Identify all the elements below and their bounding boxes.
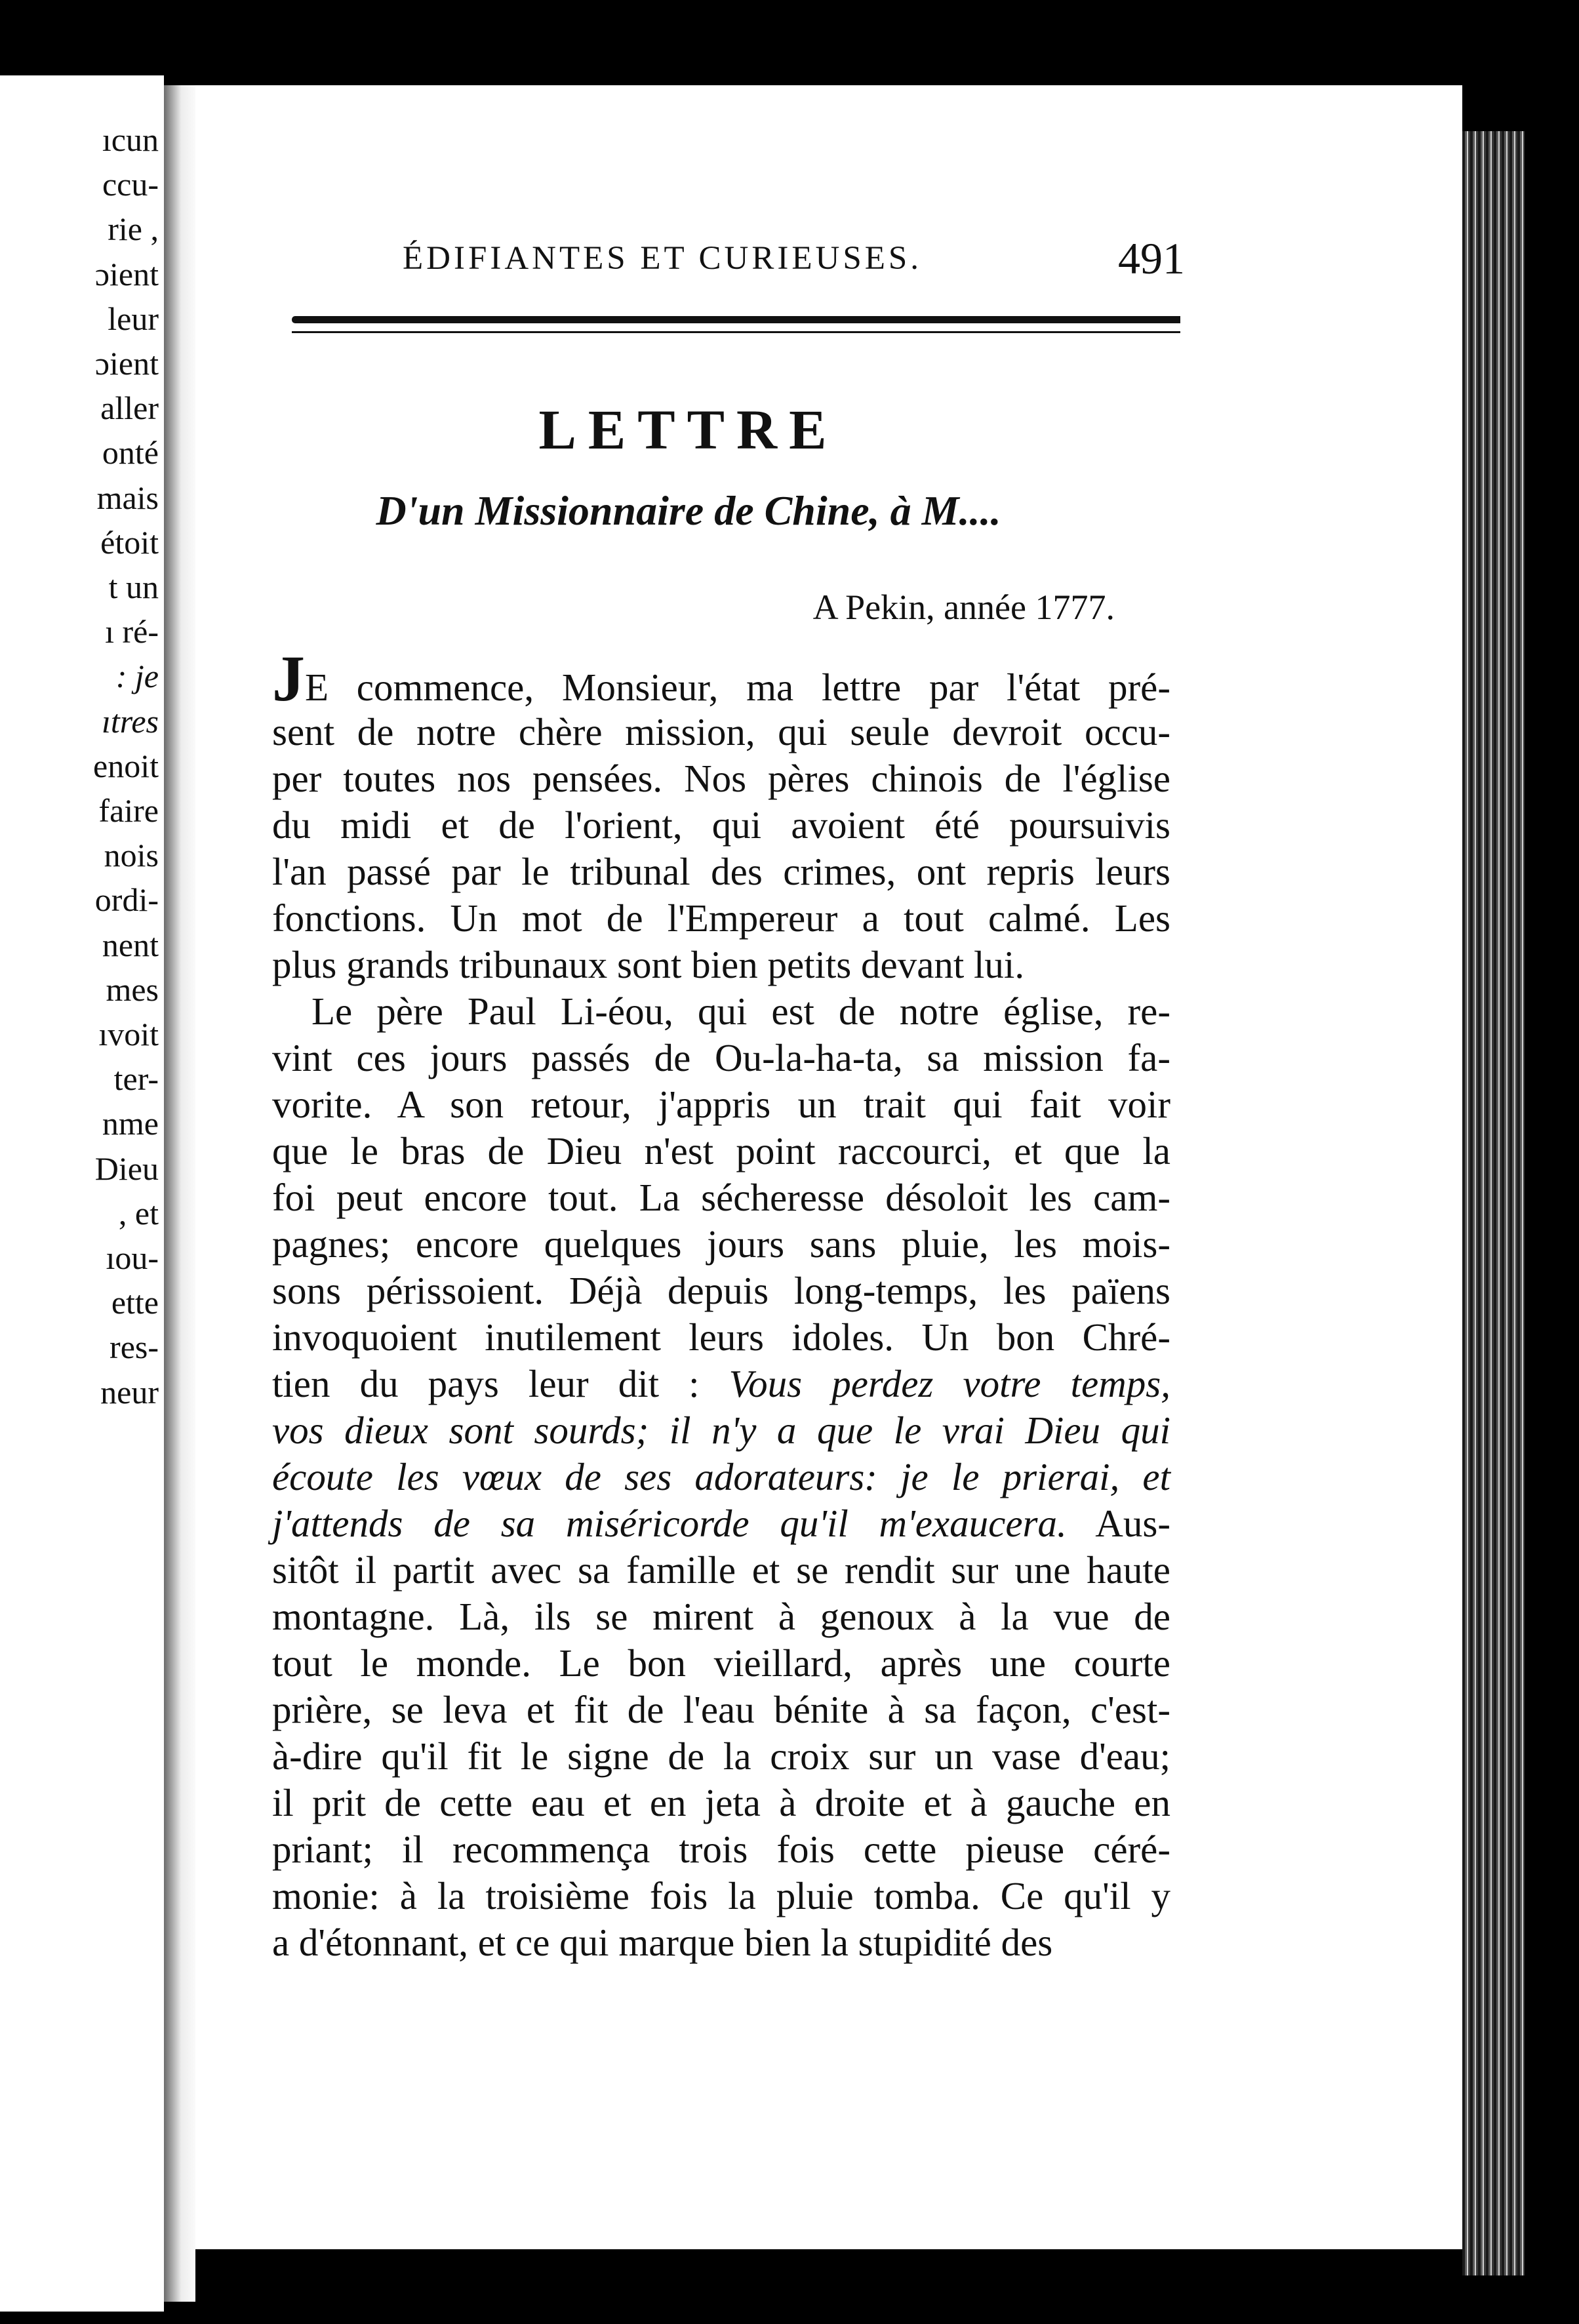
previous-page-line: t un bbox=[108, 569, 159, 605]
text-segment: à-dire qu'il fit le signe de la croix sur un vase d'eau; bbox=[272, 1734, 1170, 1778]
previous-page-line: mes bbox=[106, 971, 159, 1008]
previous-page-line: ɔient bbox=[94, 255, 159, 292]
previous-page-line: étoit bbox=[100, 523, 159, 561]
previous-page-line: : je bbox=[115, 658, 159, 695]
text-line bbox=[272, 895, 1170, 942]
text-line bbox=[272, 1221, 1170, 1268]
previous-page-line: aller bbox=[100, 390, 159, 427]
book-gutter bbox=[164, 85, 195, 2302]
letter-title: LETTRE bbox=[538, 398, 839, 461]
text-line bbox=[272, 1174, 1170, 1221]
text-line bbox=[272, 1687, 1170, 1733]
text-segment: Aus- bbox=[1066, 1502, 1170, 1545]
text-line bbox=[272, 1081, 1170, 1128]
text-segment: plus grands tribunaux sont bien petits devant lui. bbox=[272, 943, 1025, 986]
drop-cap: J bbox=[272, 642, 305, 715]
text-line bbox=[272, 1826, 1170, 1873]
text-line bbox=[272, 1593, 1170, 1640]
previous-page-line: ıvoit bbox=[98, 1016, 159, 1052]
text-line bbox=[272, 1361, 1170, 1407]
text-line bbox=[272, 642, 1170, 715]
previous-page-line: ıcun bbox=[102, 121, 159, 158]
italic-text-segment: écoute les vœux de ses adorateurs: je le prierai, et bbox=[272, 1455, 1170, 1498]
previous-page-line: ıou- bbox=[106, 1239, 159, 1276]
text-line bbox=[272, 1454, 1170, 1500]
previous-page-line: enoit bbox=[93, 747, 159, 784]
text-segment: foi peut encore tout. La sécheresse désoloit les cam- bbox=[272, 1176, 1170, 1219]
text-line bbox=[272, 1035, 1170, 1081]
text-line bbox=[272, 1500, 1170, 1547]
text-segment: l'an passé par le tribunal des crimes, ont repris leurs bbox=[272, 850, 1170, 893]
text-line bbox=[272, 1780, 1170, 1826]
previous-page-line: leur bbox=[108, 300, 159, 337]
running-head: ÉDIFIANTES ET CURIEUSES. bbox=[403, 240, 922, 277]
letter-body bbox=[272, 642, 1170, 1966]
text-line bbox=[272, 849, 1170, 895]
italic-text-segment: j'attends de sa miséricorde qu'il m'exaucera. bbox=[272, 1502, 1067, 1545]
previous-page-line: nois bbox=[104, 837, 159, 874]
italic-text-segment: Vous perdez votre temps, bbox=[729, 1362, 1170, 1405]
text-line bbox=[272, 1128, 1170, 1174]
previous-page-line: res- bbox=[110, 1329, 159, 1366]
previous-page-line: ette bbox=[111, 1284, 159, 1321]
previous-page-line: Dieu bbox=[94, 1150, 159, 1187]
letter-subtitle: D'un Missionnaire de Chine, à M.... bbox=[376, 487, 1001, 534]
previous-page-line: ı ré- bbox=[105, 613, 159, 651]
text-line bbox=[272, 1640, 1170, 1687]
previous-page-line: ıtres bbox=[101, 702, 159, 740]
italic-text-segment: vos dieux sont sourds; il n'y a que le vrai Dieu qui bbox=[272, 1409, 1170, 1452]
text-segment: tien du pays leur dit : bbox=[272, 1362, 729, 1405]
previous-page-line: nent bbox=[102, 926, 159, 963]
text-segment: sons périssoient. Déjà depuis long-temps, les païens bbox=[272, 1269, 1170, 1312]
previous-page-line: ɔient bbox=[94, 345, 159, 382]
text-segment: sitôt il partit avec sa famille et se rendit sur une haute bbox=[272, 1548, 1170, 1592]
text-segment: monie: à la troisième fois la pluie tomba. Ce qu'il y bbox=[272, 1874, 1170, 1917]
previous-page-line: onté bbox=[102, 434, 159, 471]
text-line bbox=[272, 709, 1170, 755]
previous-page-line: rie , bbox=[108, 210, 159, 248]
text-segment: a d'étonnant, et ce qui marque bien la stupidité des bbox=[272, 1921, 1053, 1964]
previous-page-line: nme bbox=[102, 1105, 159, 1142]
previous-page-line: ordi- bbox=[94, 881, 159, 919]
text-line bbox=[272, 802, 1170, 849]
text-line bbox=[272, 1873, 1170, 1919]
previous-page-line: ter- bbox=[113, 1060, 159, 1098]
text-segment: sent de notre chère mission, qui seule devroit occu- bbox=[272, 710, 1170, 753]
text-line bbox=[272, 1547, 1170, 1593]
previous-page-line: , et bbox=[118, 1194, 159, 1232]
text-segment: invoquoient inutilement leurs idoles. Un bon Chré- bbox=[272, 1315, 1170, 1359]
text-segment: Le père Paul Li-éou, qui est de notre église, re- bbox=[311, 990, 1170, 1033]
text-segment: E commence, Monsieur, ma lettre par l'état pré- bbox=[305, 666, 1170, 709]
dateline: A Pekin, année 1777. bbox=[812, 588, 1115, 627]
text-line bbox=[272, 1919, 1170, 1966]
text-segment: fonctions. Un mot de l'Empereur a tout calmé. Les bbox=[272, 896, 1170, 940]
text-line bbox=[272, 942, 1170, 988]
text-line bbox=[272, 988, 1170, 1035]
page-number: 491 bbox=[1118, 233, 1185, 283]
header-rule-thick bbox=[292, 316, 1180, 323]
text-segment: prière, se leva et fit de l'eau bénite à sa façon, c'est- bbox=[272, 1688, 1170, 1731]
text-segment: priant; il recommença trois fois cette pieuse céré- bbox=[272, 1828, 1170, 1871]
text-line bbox=[272, 1268, 1170, 1314]
text-segment: tout le monde. Le bon vieillard, après une courte bbox=[272, 1641, 1170, 1685]
header-rule-thin bbox=[292, 331, 1180, 333]
previous-page-line: faire bbox=[98, 792, 159, 829]
previous-page-line: neur bbox=[100, 1373, 159, 1411]
previous-page bbox=[0, 75, 164, 2312]
previous-page-line: mais bbox=[96, 479, 159, 516]
previous-page-line: ccu- bbox=[102, 166, 159, 203]
text-segment: per toutes nos pensées. Nos pères chinois de l'église bbox=[272, 757, 1170, 800]
text-line bbox=[272, 1314, 1170, 1361]
text-segment: pagnes; encore quelques jours sans pluie, les mois- bbox=[272, 1222, 1170, 1266]
page-edges bbox=[1462, 131, 1525, 2275]
text-segment: il prit de cette eau et en jeta à droite et à gauche en bbox=[272, 1781, 1170, 1824]
text-segment: vorite. A son retour, j'appris un trait qui fait voir bbox=[272, 1083, 1170, 1126]
text-segment: du midi et de l'orient, qui avoient été poursuivis bbox=[272, 803, 1170, 847]
text-line bbox=[272, 755, 1170, 802]
text-segment: montagne. Là, ils se mirent à genoux à la vue de bbox=[272, 1595, 1170, 1638]
text-line bbox=[272, 1407, 1170, 1454]
text-line bbox=[272, 1733, 1170, 1780]
text-segment: vint ces jours passés de Ou-la-ha-ta, sa mission fa- bbox=[272, 1036, 1170, 1079]
text-segment: que le bras de Dieu n'est point raccourci, et que la bbox=[272, 1129, 1170, 1172]
